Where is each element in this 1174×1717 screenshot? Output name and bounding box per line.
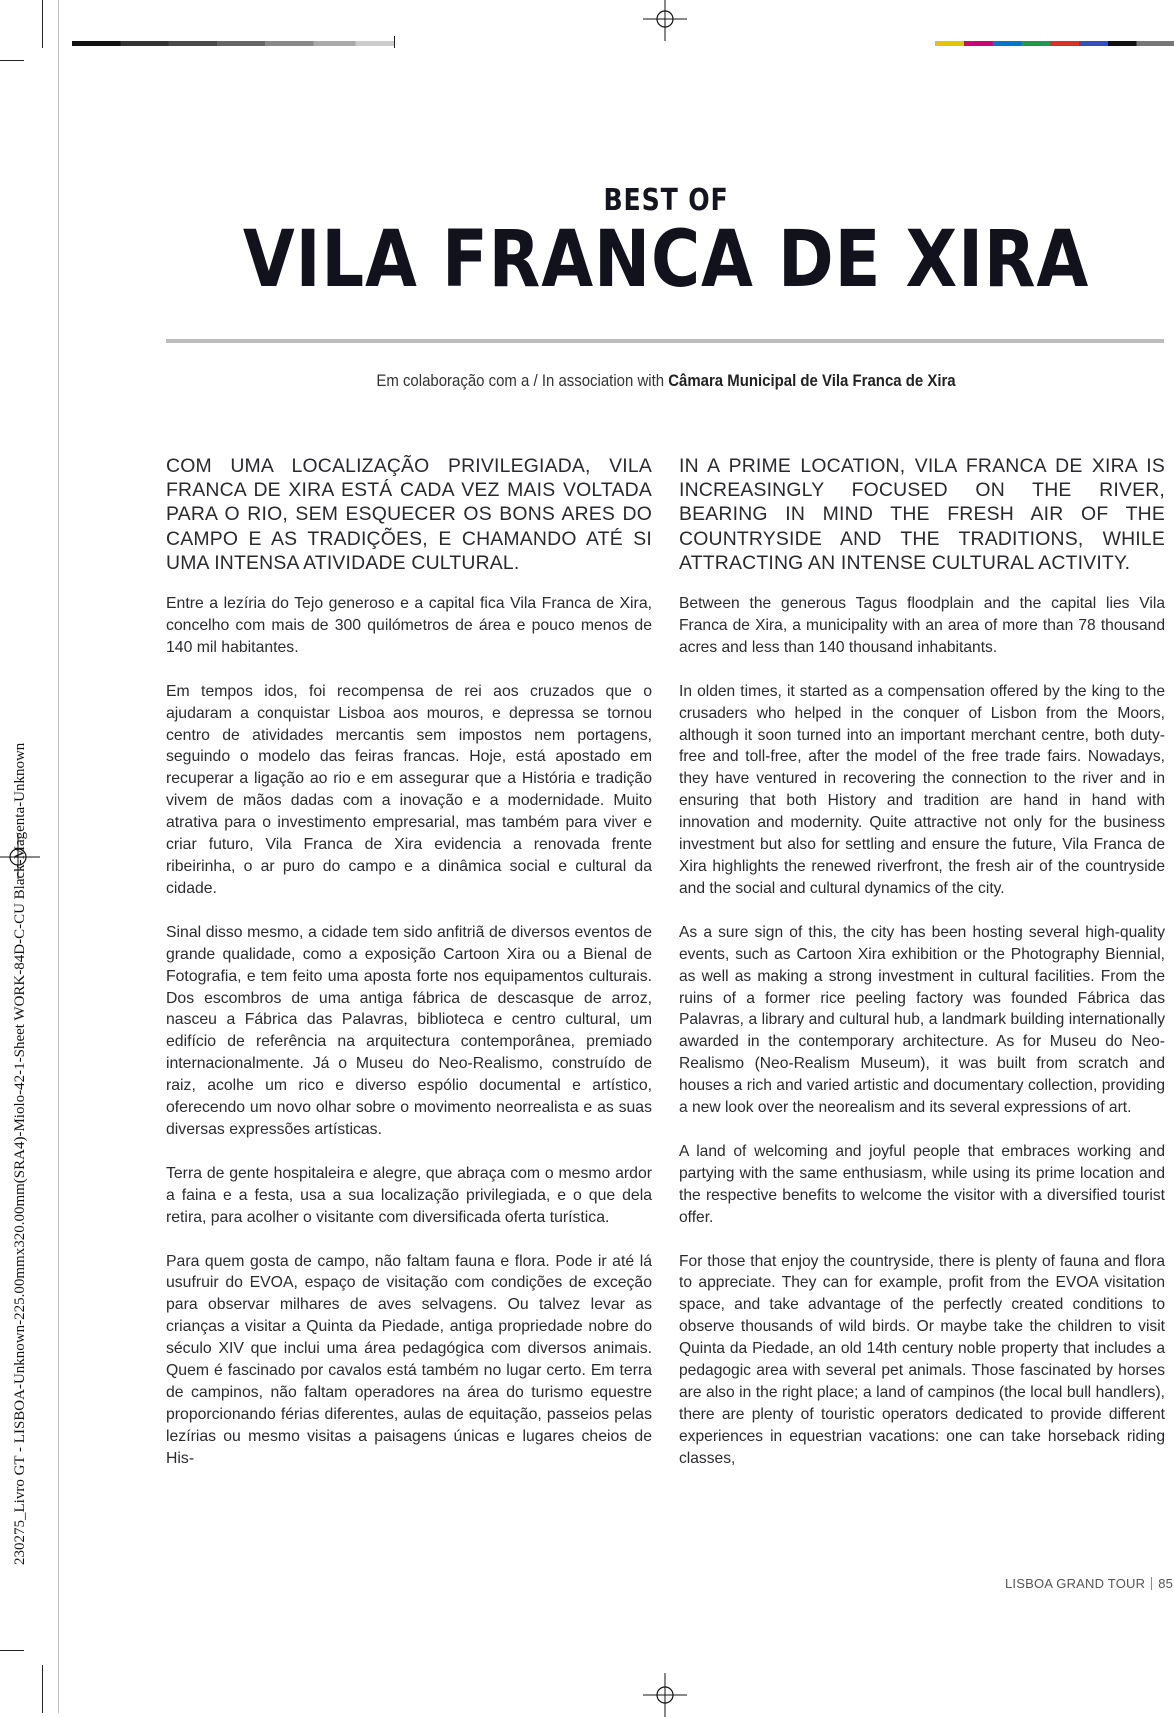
crop-mark [42,1665,43,1713]
crop-mark [394,36,395,48]
body-paragraph-en: As a sure sign of this, the city has been hosting several high-quality events, such as Cartoon Xira exhibition or the Photography Biennial, as well as making a strong investment in cultural facilities. From the ruins of a former rice peeling factory was founded Fábrica das Palavras, a library and cultural hub, a landmark building internationally awarded in the contemporary architecture. As for Museu do Neo-Realismo (Neo-Realism Museum), it was built from scratch and houses a rich and varied artistic and documentary collection, providing a new look over the neorealism and its several expressions of art. [679,923,1165,1117]
publication-name: LISBOA GRAND TOUR [1005,1576,1146,1591]
column-english [679,454,1165,1492]
crop-mark [0,60,24,61]
cmyk-color-bar [935,41,1174,46]
body-paragraph-pt: Em tempos idos, foi recompensa de rei aos cruzados que o ajudaram a conquistar Lisboa aos mouros, e depressa se tornou centro de atividades mercantis sem impostos nem portagens, seguindo o modelo das feiras francas. Hoje, está apostado em recuperar a ligação ao rio e em assegurar que a História e tradição vivem de mãos dadas com a inovação e a modernidade. Muito atrativa para o investimento empresarial, mas também para viver e criar futuro, Vila Franca de Xira evidencia a renovada frente ribeirinha, o ar puro do campo e a dinâmica social e cultural da cidade. [166,682,652,897]
credit-organization: Câmara Municipal de Vila Franca de Xira [668,371,956,390]
body-paragraph-pt: Sinal disso mesmo, a cidade tem sido anfitriã de diversos eventos de grande qualidade, como a exposição Cartoon Xira ou a Bienal de Fotografia, e tem feito uma aposta forte nos equipamentos culturais. Dos escombros de uma antiga fábrica de descasque de arroz, nasceu a Fábrica das Palavras, biblioteca e centro cultural, um edifício de referência na arquitectura contemporânea, premiado internacionalmente. Já o Museu do Neo-Realismo, construído de raiz, acolhe um rico e diverso espólio documental e artístico, oferecendo um novo olhar sobre o movimento neorrealista e as suas diversas expressões artísticas. [166,923,652,1138]
printer-slug: 230275_Livro GT - LISBOA-Unknown-225.00mmx320.00mm(SRA4)-Miolo-42-1-Sheet WORK-84D-C-CU Black-Magenta-Unknown [12,742,28,1565]
column-portuguese [166,454,652,1492]
body-paragraph-pt: Para quem gosta de campo, não faltam fauna e flora. Pode ir até lá usufruir do EVOA, espaço de visitação com condições de exceção para observar milhares de aves selvagens. Ou talvez levar as crianças a visitar a Quinta da Piedade, antiga propriedade nobre do século XIV que inclui uma área pedagógica com diversos animais. Quem é fascinado por cavalos está também no lugar certo. Em terra de campinos, não faltam operadores na área do turismo equestre proporcionando férias diferentes, aulas de equitação, passeios pelas lezírias ou mesmo visitas a paisagens únicas e lugares cheios de His- [166,1252,652,1467]
registration-mark-icon [643,0,687,41]
lead-paragraph-pt: COM UMA LOCALIZAÇÃO PRIVILEGIADA, VILA FRANCA DE XIRA ESTÁ CADA VEZ MAIS VOLTADA PARA O RIO, SEM ESQUECER OS BONS ARES DO CAMPO E AS TRADIÇÕES, E CHAMANDO ATÉ SI UMA INTENSA ATIVIDADE CULTURAL. [166,455,652,574]
section-kicker: BEST OF [603,183,729,218]
body-paragraph-en: A land of welcoming and joyful people that embraces working and partying with the same enthusiasm, while using its prime location and the respective benefits to welcome the visitor with a diversified tourist offer. [679,1142,1165,1226]
body-paragraph-en: Between the generous Tagus floodplain and the capital lies Vila Franca de Xira, a municipality with an area of more than 78 thousand acres and less than 140 thousand inhabitants. [679,595,1165,656]
registration-mark-icon [643,1673,687,1717]
body-paragraph-en: In olden times, it started as a compensation offered by the king to the crusaders who helped in the conquer of Lisbon from the Moors, although it soon turned into an important merchant centre, both duty-free and toll-free, after the model of the free trade fairs. Nowadays, they have ventured in recovering the connection to the river and in ensuring that both History and tradition are hand in hand with innovation and modernity. Quite attractive not only for the business investment but also for settling and ensure the future, Vila Franca de Xira highlights the renewed riverfront, the fresh air of the countryside and the social and cultural dynamics of the city. [679,682,1165,897]
page-footer [1005,1576,1173,1591]
body-paragraph-pt: Terra de gente hospitaleira e alegre, que abraça com o mesmo ardor a faina e a festa, usa a sua localização privilegiada, e o que dela retira, para acolher o visitante com diversificada oferta turística. [166,1164,652,1226]
page-title: VILA FRANCA DE XIRA [242,215,1090,305]
crop-mark [0,1650,24,1651]
credit-line [80,371,1174,391]
crop-mark [58,0,59,1713]
title-rule [166,339,1164,343]
gray-color-bar [72,41,394,46]
crop-mark [42,0,43,48]
footer-separator [1151,1577,1152,1590]
credit-prefix: Em colaboração com a / In association with [376,371,669,390]
body-paragraph-pt: Entre a lezíria do Tejo generoso e a capital fica Vila Franca de Xira, concelho com mais de 300 quilómetros de área e pouco menos de 140 mil habitantes. [166,595,652,656]
lead-paragraph-en: IN A PRIME LOCATION, VILA FRANCA DE XIRA IS INCREASINGLY FOCUSED ON THE RIVER, BEARING IN MIND THE FRESH AIR OF THE COUNTRYSIDE AND THE TRADITIONS, WHILE ATTRACTING AN INTENSE CULTURAL ACTIVITY. [679,455,1165,574]
body-paragraph-en: For those that enjoy the countryside, there is plenty of fauna and flora to appreciate. They can for example, profit from the EVOA visitation space, and take advantage of the perfectly created conditions to observe thousands of wild birds. Or maybe take the children to visit Quinta da Piedade, an old 14th century noble property that includes a pedagogic area with several pet animals. Those fascinated by horses are also in the right place; a land of campinos (the local bull handlers), there are plenty of touristic operators dedicated to provide different experiences in equestrian vacations: one can take horseback riding classes, [679,1252,1165,1467]
page-number: 85 [1158,1576,1174,1591]
